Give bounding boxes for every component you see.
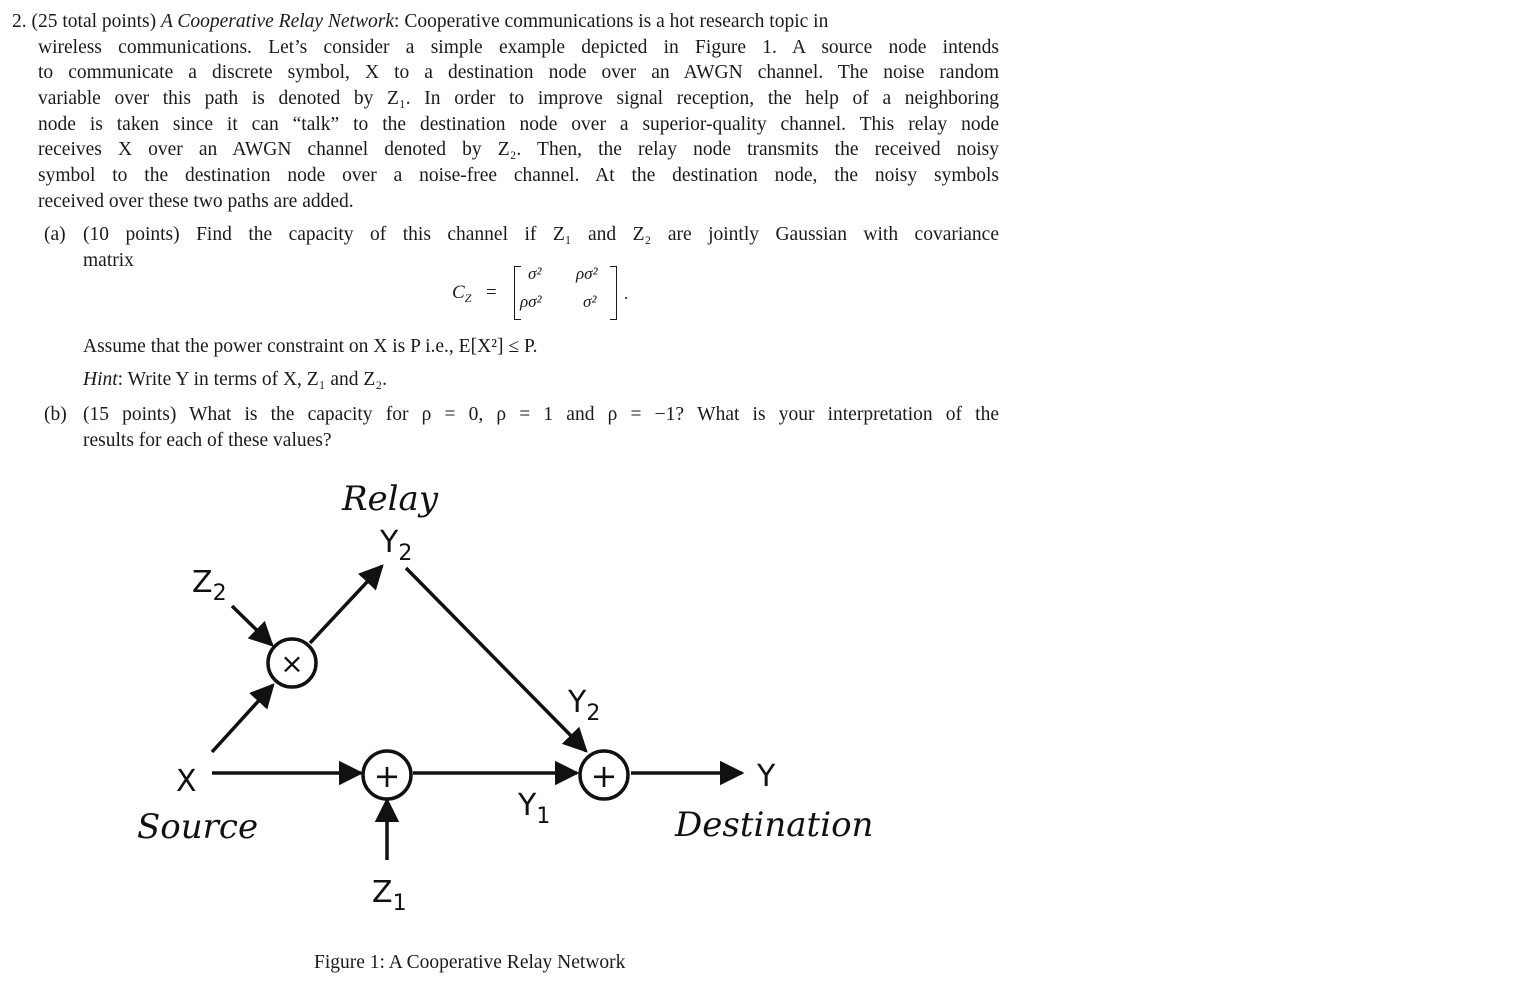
part-b-label: (b) [44, 404, 67, 425]
x-label: X [176, 764, 197, 799]
problem-title: A Cooperative Relay Network [160, 11, 395, 32]
part-a-line2: matrix [83, 250, 134, 271]
matrix-cell-11: σ² [583, 292, 597, 311]
source-label: Source [137, 807, 259, 847]
edge-relay-to-sum2 [406, 568, 586, 751]
matrix-cell-10: ρσ² [520, 292, 542, 311]
y1-label: $Y_1$ [518, 788, 551, 829]
paragraph-line-0: Cooperative communications is a hot research topic in [404, 11, 829, 32]
y2-mid-label: $Y_2$ [568, 685, 601, 726]
z2-label: $Z_2$ [192, 565, 227, 606]
sum-symbol-1: + [373, 757, 401, 795]
paragraph-line-6: symbol to the destination node over a noise-free channel. At the destination node, the noisy symbols [38, 165, 999, 186]
edge-x-to-mult [212, 685, 273, 752]
problem-number: 2. [12, 11, 27, 32]
matrix-cell-00: σ² [528, 264, 542, 283]
paragraph-line-1: wireless communications. Let’s consider a simple example depicted in Figure 1. A source node intends [38, 37, 999, 58]
edge-z2-to-mult [232, 606, 272, 645]
destination-label: Destination [675, 805, 874, 845]
edge-mult-to-relay [310, 566, 382, 643]
relay-y2-label: $Y_2$ [380, 525, 413, 566]
multiplier-symbol: × [280, 647, 304, 680]
z1-label: $Z_1$ [372, 875, 407, 916]
paragraph-line-4: node is taken since it can “talk” to the destination node over a superior-quality channel. This relay node [38, 114, 999, 135]
part-a-hint: Hint: Write Y in terms of X, Z₁ and Z₂. [83, 369, 387, 390]
part-a-assume: Assume that the power constraint on X is P i.e., E[X²] ≤ P. [83, 336, 538, 357]
matrix-cell-01: ρσ² [576, 264, 598, 283]
paragraph-line-7: received over these two paths are added. [38, 191, 354, 212]
covariance-matrix: $C_Z$ = σ² ρσ² ρσ² σ² . [452, 262, 652, 324]
paragraph-line-3: variable over this path is denoted by Z₁. In order to improve signal reception, the help of a neighboring [38, 88, 999, 109]
y-output-label: Y [757, 759, 776, 794]
part-a-label: (a) [44, 224, 66, 245]
problem-points: (25 total points) [31, 11, 157, 32]
figure-caption: Figure 1: A Cooperative Relay Network [314, 952, 626, 973]
paragraph-line-2: to communicate a discrete symbol, X to a destination node over an AWGN channel. The noise random [38, 62, 999, 83]
part-b-line1: (15 points) What is the capacity for ρ = 0, ρ = 1 and ρ = −1? What is your interpretation of the [83, 404, 999, 425]
sum-symbol-2: + [590, 757, 618, 795]
paragraph-line-5: receives X over an AWGN channel denoted by Z₂. Then, the relay node transmits the received noisy [38, 139, 999, 160]
problem-first-line: 2. (25 total points) A Cooperative Relay Network: Cooperative communications is a hot research topic in [12, 11, 829, 32]
part-a-line1: (10 points) Find the capacity of this channel if Z₁ and Z₂ are jointly Gaussian with covariance [83, 224, 999, 245]
relay-label: Relay [341, 479, 439, 519]
part-b-line2: results for each of these values? [83, 430, 332, 451]
